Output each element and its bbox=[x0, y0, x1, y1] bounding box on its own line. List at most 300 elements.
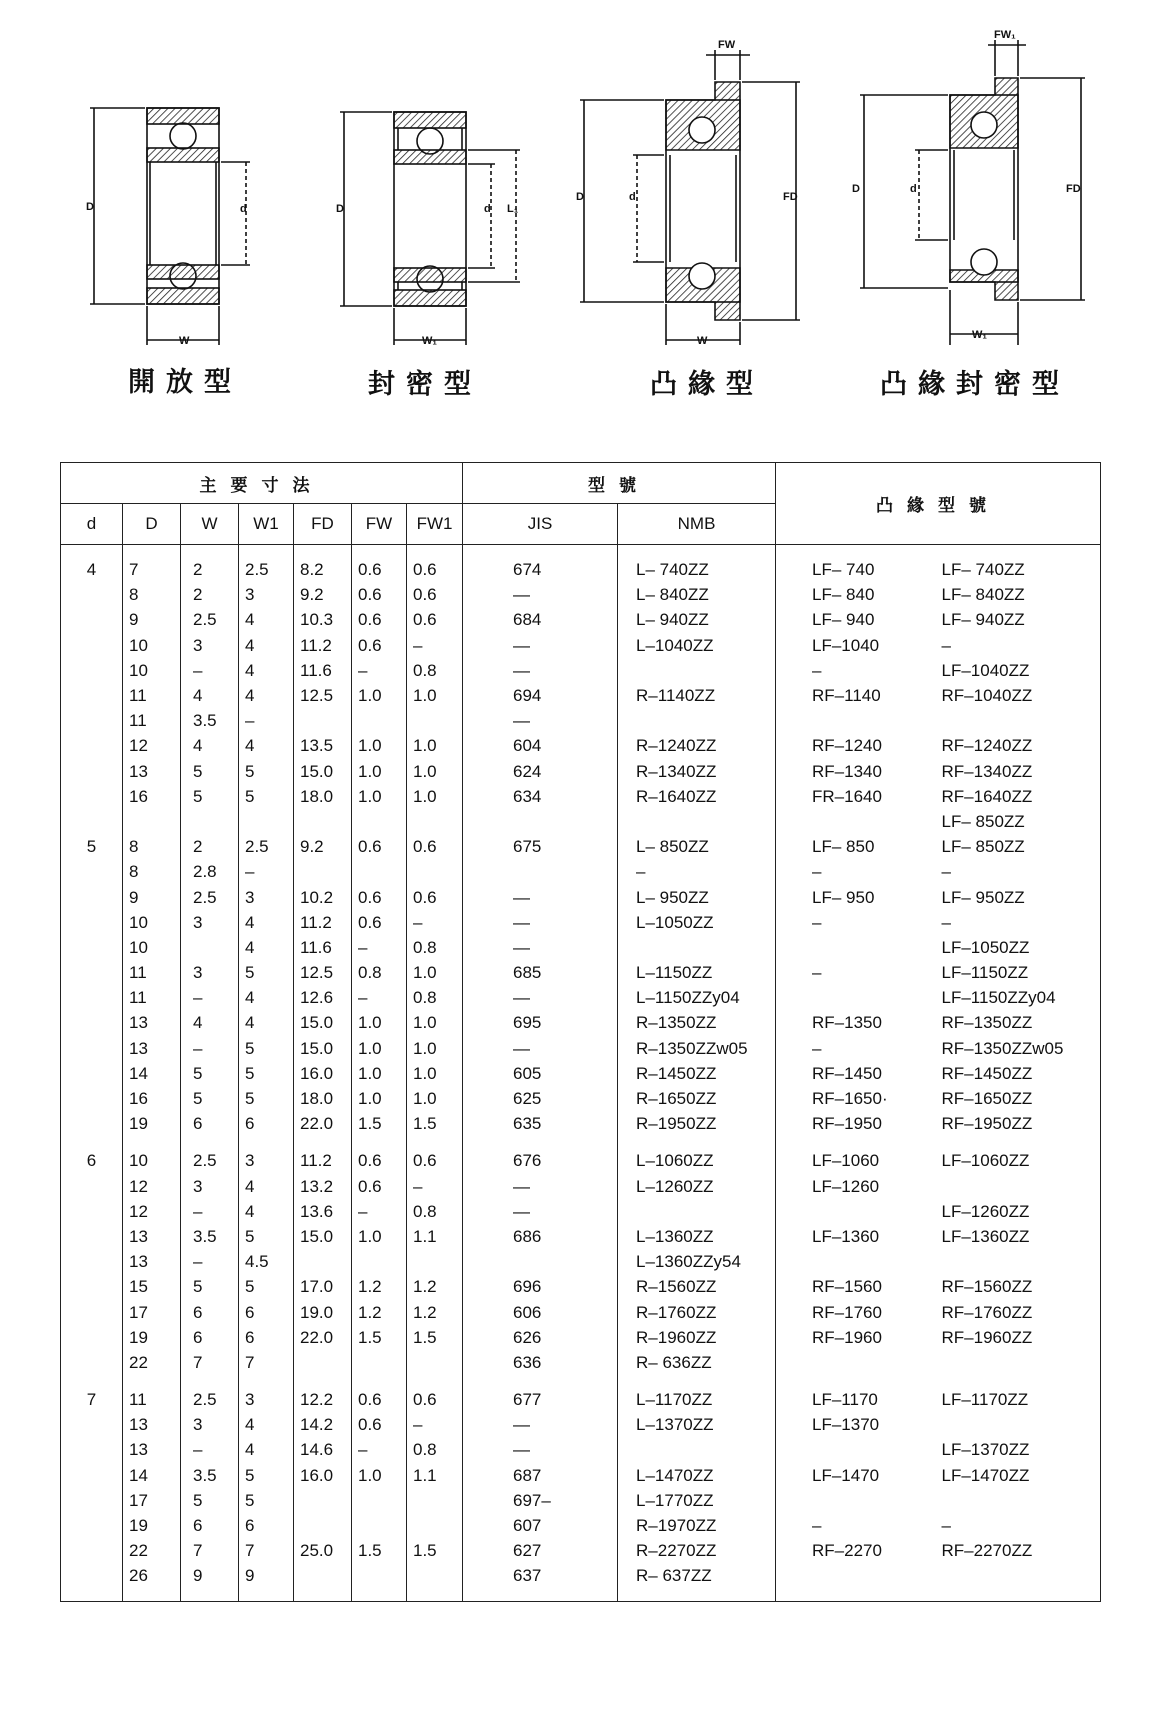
cell-flange-number: RF–1450 bbox=[776, 1061, 930, 1086]
cell-bore-d bbox=[61, 733, 123, 758]
cell-flange-sealed-number: LF– 850ZZ bbox=[930, 834, 1101, 859]
cell-flange-FD: 13.6 bbox=[294, 1199, 352, 1224]
cell-flange-FW1: 1.5 bbox=[407, 1325, 463, 1350]
cell-flange-FW1: 1.0 bbox=[407, 759, 463, 784]
table-row bbox=[61, 1036, 1101, 1061]
cell-width-W: 6 bbox=[181, 1111, 239, 1136]
cell-flange-number: – bbox=[776, 1036, 930, 1061]
cell-flange-number: LF–1260 bbox=[776, 1174, 930, 1199]
cell-jis-number: — bbox=[463, 708, 618, 733]
cell-outer-D: 13 bbox=[123, 1036, 181, 1061]
cell-outer-D: 15 bbox=[123, 1274, 181, 1299]
table-row bbox=[61, 683, 1101, 708]
cell-nmb-number: R–1450ZZ bbox=[618, 1061, 776, 1086]
cell-flange-FD: 19.0 bbox=[294, 1299, 352, 1324]
cell-width-W: 5 bbox=[181, 1274, 239, 1299]
cell-flange-sealed-number: RF–1560ZZ bbox=[930, 1274, 1101, 1299]
table-row bbox=[61, 1350, 1101, 1375]
cell-width-W: 7 bbox=[181, 1350, 239, 1375]
dim-label-D: D bbox=[576, 191, 584, 203]
cell-outer-D: 22 bbox=[123, 1350, 181, 1375]
cell-flange-FW: 0.6 bbox=[352, 910, 407, 935]
cell-flange-sealed-number bbox=[930, 1350, 1101, 1375]
cell-width-W1: 5 bbox=[239, 1086, 294, 1111]
cell-jis-number: — bbox=[463, 1412, 618, 1437]
sealed-type-drawing bbox=[340, 112, 520, 345]
table-row bbox=[61, 1224, 1101, 1249]
cell-flange-FW: 0.6 bbox=[352, 834, 407, 859]
table-row bbox=[61, 1513, 1101, 1538]
cell-flange-sealed-number: LF–1170ZZ bbox=[930, 1387, 1101, 1412]
cell-flange-FW1: 1.0 bbox=[407, 733, 463, 758]
dim-label-d: d bbox=[910, 183, 917, 195]
cell-jis-number: 634 bbox=[463, 784, 618, 809]
cell-flange-FW bbox=[352, 1249, 407, 1274]
cell-nmb-number: L–1260ZZ bbox=[618, 1174, 776, 1199]
cell-flange-FW1 bbox=[407, 859, 463, 884]
cell-flange-FW1: 1.1 bbox=[407, 1224, 463, 1249]
col-header-D: D bbox=[123, 504, 181, 545]
cell-flange-FW: 1.0 bbox=[352, 1010, 407, 1035]
cell-flange-FW bbox=[352, 1350, 407, 1375]
cell-width-W: 2 bbox=[181, 834, 239, 859]
cell-outer-D: 13 bbox=[123, 1412, 181, 1437]
cell-width-W1: 5 bbox=[239, 759, 294, 784]
cell-width-W: – bbox=[181, 985, 239, 1010]
cell-flange-FW: – bbox=[352, 985, 407, 1010]
cell-flange-sealed-number: – bbox=[930, 633, 1101, 658]
cell-nmb-number bbox=[618, 809, 776, 834]
cell-flange-FD: 12.5 bbox=[294, 683, 352, 708]
cell-flange-sealed-number: – bbox=[930, 859, 1101, 884]
cell-flange-FW1: 0.8 bbox=[407, 935, 463, 960]
flange-type-drawing bbox=[580, 50, 800, 345]
cell-nmb-number: R–1760ZZ bbox=[618, 1299, 776, 1324]
cell-flange-FW: 1.0 bbox=[352, 784, 407, 809]
cell-bore-d bbox=[61, 1538, 123, 1563]
cell-flange-FW: 0.6 bbox=[352, 1148, 407, 1173]
cell-flange-sealed-number bbox=[930, 708, 1101, 733]
cell-width-W1: 3 bbox=[239, 884, 294, 909]
cell-flange-FD: 11.6 bbox=[294, 658, 352, 683]
cell-flange-FW: 1.0 bbox=[352, 683, 407, 708]
cell-nmb-number: R–1650ZZ bbox=[618, 1086, 776, 1111]
cell-outer-D: 12 bbox=[123, 1174, 181, 1199]
cell-flange-FW: 1.0 bbox=[352, 733, 407, 758]
cell-bore-d bbox=[61, 1249, 123, 1274]
cell-flange-number: LF– 740 bbox=[776, 557, 930, 582]
cell-nmb-number: R–1560ZZ bbox=[618, 1274, 776, 1299]
cell-width-W bbox=[181, 809, 239, 834]
cell-flange-sealed-number: LF–1060ZZ bbox=[930, 1148, 1101, 1173]
cell-bore-d: 4 bbox=[61, 557, 123, 582]
cell-flange-FW1: – bbox=[407, 1174, 463, 1199]
cell-flange-sealed-number: LF– 740ZZ bbox=[930, 557, 1101, 582]
cell-jis-number: 604 bbox=[463, 733, 618, 758]
cell-flange-sealed-number: RF–1450ZZ bbox=[930, 1061, 1101, 1086]
cell-jis-number: — bbox=[463, 1199, 618, 1224]
cell-flange-FW: 1.0 bbox=[352, 1036, 407, 1061]
cell-bore-d bbox=[61, 1463, 123, 1488]
cell-width-W: 3.5 bbox=[181, 1463, 239, 1488]
cell-flange-sealed-number: RF–1350ZZw05 bbox=[930, 1036, 1101, 1061]
cell-jis-number: 607 bbox=[463, 1513, 618, 1538]
dim-label-D: D bbox=[86, 201, 94, 213]
cell-width-W: 3 bbox=[181, 1174, 239, 1199]
cell-jis-number: — bbox=[463, 633, 618, 658]
table-row bbox=[61, 1199, 1101, 1224]
cell-flange-FW1: 1.0 bbox=[407, 683, 463, 708]
cell-jis-number: 605 bbox=[463, 1061, 618, 1086]
cell-flange-number bbox=[776, 985, 930, 1010]
table-row bbox=[61, 1061, 1101, 1086]
cell-flange-FW: 0.8 bbox=[352, 960, 407, 985]
cell-width-W: 5 bbox=[181, 1061, 239, 1086]
cell-jis-number: 635 bbox=[463, 1111, 618, 1136]
cell-width-W: 6 bbox=[181, 1325, 239, 1350]
spec-table-body bbox=[61, 545, 1101, 1602]
cell-flange-number: RF–1650· bbox=[776, 1086, 930, 1111]
dim-label-D: D bbox=[852, 183, 860, 195]
cell-nmb-number: R–1960ZZ bbox=[618, 1325, 776, 1350]
cell-flange-FW: 1.5 bbox=[352, 1325, 407, 1350]
cell-flange-FD bbox=[294, 708, 352, 733]
cell-flange-number bbox=[776, 1199, 930, 1224]
cell-flange-FW bbox=[352, 809, 407, 834]
flange-type-label: 凸緣型 bbox=[650, 369, 764, 400]
table-row bbox=[61, 1563, 1101, 1588]
cell-flange-FW: – bbox=[352, 1437, 407, 1462]
cell-width-W1: 5 bbox=[239, 1036, 294, 1061]
cell-flange-sealed-number: RF–2270ZZ bbox=[930, 1538, 1101, 1563]
cell-width-W1: 4 bbox=[239, 633, 294, 658]
cell-flange-FD: 15.0 bbox=[294, 759, 352, 784]
table-row bbox=[61, 633, 1101, 658]
cell-flange-FW1: 0.6 bbox=[407, 1148, 463, 1173]
cell-nmb-number bbox=[618, 658, 776, 683]
cell-flange-FW: 1.0 bbox=[352, 1061, 407, 1086]
cell-flange-FD: 11.6 bbox=[294, 935, 352, 960]
cell-flange-FD: 13.5 bbox=[294, 733, 352, 758]
cell-flange-sealed-number: RF–1640ZZ bbox=[930, 784, 1101, 809]
cell-nmb-number: R–1340ZZ bbox=[618, 759, 776, 784]
cell-outer-D: 10 bbox=[123, 658, 181, 683]
cell-flange-sealed-number: LF–1150ZZ bbox=[930, 960, 1101, 985]
cell-flange-FW1: 1.1 bbox=[407, 1463, 463, 1488]
cell-width-W1: 4 bbox=[239, 935, 294, 960]
cell-bore-d bbox=[61, 809, 123, 834]
cell-flange-FW: 1.5 bbox=[352, 1111, 407, 1136]
table-row bbox=[61, 1437, 1101, 1462]
cell-flange-number bbox=[776, 1249, 930, 1274]
cell-flange-number bbox=[776, 1437, 930, 1462]
cell-flange-FW: 1.0 bbox=[352, 759, 407, 784]
cell-jis-number: — bbox=[463, 1437, 618, 1462]
cell-nmb-number bbox=[618, 935, 776, 960]
cell-jis-number: 625 bbox=[463, 1086, 618, 1111]
cell-outer-D: 7 bbox=[123, 557, 181, 582]
cell-flange-FW: 1.0 bbox=[352, 1086, 407, 1111]
cell-flange-FD bbox=[294, 1513, 352, 1538]
cell-flange-FW: 0.6 bbox=[352, 633, 407, 658]
cell-flange-FD: 10.3 bbox=[294, 607, 352, 632]
cell-flange-FW: 0.6 bbox=[352, 1387, 407, 1412]
cell-outer-D bbox=[123, 809, 181, 834]
cell-flange-sealed-number: LF– 940ZZ bbox=[930, 607, 1101, 632]
cell-nmb-number: L–1360ZZy54 bbox=[618, 1249, 776, 1274]
table-row bbox=[61, 985, 1101, 1010]
table-row bbox=[61, 1148, 1101, 1173]
bearing-cross-section-drawings bbox=[0, 0, 1161, 420]
cell-nmb-number bbox=[618, 708, 776, 733]
cell-flange-FW bbox=[352, 859, 407, 884]
cell-flange-FW1: 1.2 bbox=[407, 1299, 463, 1324]
cell-outer-D: 10 bbox=[123, 910, 181, 935]
cell-nmb-number: – bbox=[618, 859, 776, 884]
cell-outer-D: 22 bbox=[123, 1538, 181, 1563]
cell-width-W1: 2.5 bbox=[239, 834, 294, 859]
cell-flange-FW: 0.6 bbox=[352, 1174, 407, 1199]
dim-label-d: d bbox=[484, 203, 491, 215]
cell-flange-FW1: 1.0 bbox=[407, 784, 463, 809]
table-row bbox=[61, 708, 1101, 733]
cell-width-W1: 4 bbox=[239, 1412, 294, 1437]
cell-bore-d bbox=[61, 658, 123, 683]
cell-flange-FW1: 0.6 bbox=[407, 557, 463, 582]
cell-outer-D: 14 bbox=[123, 1463, 181, 1488]
cell-flange-sealed-number: LF– 850ZZ bbox=[930, 809, 1101, 834]
cell-flange-number: RF–1350 bbox=[776, 1010, 930, 1035]
cell-jis-number: 694 bbox=[463, 683, 618, 708]
cell-nmb-number: L–1170ZZ bbox=[618, 1387, 776, 1412]
cell-width-W1: 3 bbox=[239, 582, 294, 607]
cell-width-W: 2 bbox=[181, 557, 239, 582]
cell-nmb-number: R–1140ZZ bbox=[618, 683, 776, 708]
cell-width-W1: 4 bbox=[239, 1437, 294, 1462]
cell-width-W: 5 bbox=[181, 759, 239, 784]
cell-width-W: 2.5 bbox=[181, 884, 239, 909]
cell-bore-d bbox=[61, 960, 123, 985]
cell-jis-number: 686 bbox=[463, 1224, 618, 1249]
cell-flange-number: RF–1960 bbox=[776, 1325, 930, 1350]
cell-bore-d: 6 bbox=[61, 1148, 123, 1173]
cell-nmb-number: L–1770ZZ bbox=[618, 1488, 776, 1513]
table-row bbox=[61, 607, 1101, 632]
open-type-label: 開放型 bbox=[128, 367, 242, 398]
cell-flange-number: LF–1470 bbox=[776, 1463, 930, 1488]
main-dimensions-header: 主要寸法 bbox=[61, 463, 463, 504]
cell-outer-D: 12 bbox=[123, 1199, 181, 1224]
cell-width-W: 2.8 bbox=[181, 859, 239, 884]
cell-flange-sealed-number bbox=[930, 1563, 1101, 1588]
cell-flange-sealed-number: RF–1760ZZ bbox=[930, 1299, 1101, 1324]
cell-outer-D: 19 bbox=[123, 1513, 181, 1538]
cell-flange-FW: 1.2 bbox=[352, 1299, 407, 1324]
cell-nmb-number: R–1240ZZ bbox=[618, 733, 776, 758]
cell-flange-FD: 18.0 bbox=[294, 784, 352, 809]
cell-flange-number: FR–1640 bbox=[776, 784, 930, 809]
cell-nmb-number: L–1150ZZy04 bbox=[618, 985, 776, 1010]
cell-bore-d bbox=[61, 985, 123, 1010]
cell-flange-FW: 0.6 bbox=[352, 1412, 407, 1437]
dim-label-W1: W₁ bbox=[422, 335, 437, 347]
cell-outer-D: 11 bbox=[123, 1387, 181, 1412]
cell-width-W1: 4 bbox=[239, 607, 294, 632]
cell-flange-FD bbox=[294, 859, 352, 884]
cell-flange-number: LF– 940 bbox=[776, 607, 930, 632]
cell-flange-FW1: 1.0 bbox=[407, 960, 463, 985]
cell-flange-FD: 22.0 bbox=[294, 1111, 352, 1136]
cell-flange-sealed-number: RF–1340ZZ bbox=[930, 759, 1101, 784]
cell-width-W1: 4 bbox=[239, 910, 294, 935]
cell-width-W1: 6 bbox=[239, 1299, 294, 1324]
cell-nmb-number: L–1360ZZ bbox=[618, 1224, 776, 1249]
cell-bore-d bbox=[61, 859, 123, 884]
cell-jis-number: 626 bbox=[463, 1325, 618, 1350]
dim-label-d: d bbox=[629, 191, 636, 203]
cell-bore-d bbox=[61, 1036, 123, 1061]
cell-width-W1: 6 bbox=[239, 1513, 294, 1538]
cell-width-W: 6 bbox=[181, 1513, 239, 1538]
cell-bore-d bbox=[61, 633, 123, 658]
cell-flange-number: LF–1040 bbox=[776, 633, 930, 658]
cell-flange-FW1: 0.6 bbox=[407, 884, 463, 909]
model-number-header: 型號 bbox=[463, 463, 776, 504]
cell-flange-FW1: 0.8 bbox=[407, 1437, 463, 1462]
cell-flange-FD bbox=[294, 809, 352, 834]
dim-label-L1: L₁ bbox=[507, 203, 519, 215]
cell-width-W1: 9 bbox=[239, 1563, 294, 1588]
cell-bore-d bbox=[61, 1437, 123, 1462]
cell-width-W1: 4 bbox=[239, 985, 294, 1010]
table-row bbox=[61, 658, 1101, 683]
cell-jis-number: 636 bbox=[463, 1350, 618, 1375]
cell-outer-D: 16 bbox=[123, 784, 181, 809]
cell-flange-FD: 16.0 bbox=[294, 1061, 352, 1086]
cell-jis-number bbox=[463, 1249, 618, 1274]
table-row bbox=[61, 733, 1101, 758]
cell-jis-number: 674 bbox=[463, 557, 618, 582]
cell-width-W: 2.5 bbox=[181, 1148, 239, 1173]
cell-bore-d bbox=[61, 1174, 123, 1199]
cell-flange-number: RF–1340 bbox=[776, 759, 930, 784]
cell-width-W1: 4 bbox=[239, 733, 294, 758]
table-row bbox=[61, 1538, 1101, 1563]
cell-flange-FW1: – bbox=[407, 1412, 463, 1437]
cell-flange-FW1: – bbox=[407, 633, 463, 658]
cell-bore-d bbox=[61, 1274, 123, 1299]
cell-flange-FW1: – bbox=[407, 910, 463, 935]
cell-flange-FW: 0.6 bbox=[352, 582, 407, 607]
cell-outer-D: 17 bbox=[123, 1488, 181, 1513]
cell-flange-sealed-number: LF–1470ZZ bbox=[930, 1463, 1101, 1488]
group-spacer bbox=[61, 1375, 1101, 1387]
cell-flange-FW1: 0.8 bbox=[407, 658, 463, 683]
cell-jis-number: — bbox=[463, 884, 618, 909]
cell-width-W: 3.5 bbox=[181, 1224, 239, 1249]
cell-jis-number: 695 bbox=[463, 1010, 618, 1035]
cell-flange-number: – bbox=[776, 658, 930, 683]
cell-width-W1 bbox=[239, 809, 294, 834]
col-header-JIS: JIS bbox=[463, 504, 618, 545]
cell-width-W: 4 bbox=[181, 683, 239, 708]
cell-width-W1: 4.5 bbox=[239, 1249, 294, 1274]
table-row bbox=[61, 1010, 1101, 1035]
cell-flange-sealed-number: LF–1050ZZ bbox=[930, 935, 1101, 960]
cell-flange-FW1 bbox=[407, 1488, 463, 1513]
cell-nmb-number: R–1970ZZ bbox=[618, 1513, 776, 1538]
cell-outer-D: 8 bbox=[123, 582, 181, 607]
table-row bbox=[61, 582, 1101, 607]
cell-flange-sealed-number: RF–1040ZZ bbox=[930, 683, 1101, 708]
cell-outer-D: 8 bbox=[123, 834, 181, 859]
cell-flange-FW bbox=[352, 1513, 407, 1538]
cell-outer-D: 19 bbox=[123, 1325, 181, 1350]
cell-outer-D: 11 bbox=[123, 960, 181, 985]
cell-outer-D: 16 bbox=[123, 1086, 181, 1111]
cell-flange-sealed-number bbox=[930, 1412, 1101, 1437]
cell-flange-FD: 12.2 bbox=[294, 1387, 352, 1412]
cell-jis-number: 687 bbox=[463, 1463, 618, 1488]
table-row bbox=[61, 1249, 1101, 1274]
cell-bore-d bbox=[61, 1325, 123, 1350]
cell-width-W1: 5 bbox=[239, 1463, 294, 1488]
cell-flange-FW1: 0.6 bbox=[407, 582, 463, 607]
cell-jis-number: 606 bbox=[463, 1299, 618, 1324]
cell-flange-number: – bbox=[776, 1513, 930, 1538]
dim-label-FD: FD bbox=[783, 191, 798, 203]
cell-width-W1: 5 bbox=[239, 1274, 294, 1299]
cell-nmb-number: L–1470ZZ bbox=[618, 1463, 776, 1488]
cell-width-W: 4 bbox=[181, 1010, 239, 1035]
cell-nmb-number: L–1370ZZ bbox=[618, 1412, 776, 1437]
cell-flange-FD: 25.0 bbox=[294, 1538, 352, 1563]
cell-width-W: – bbox=[181, 658, 239, 683]
cell-flange-sealed-number: RF–1240ZZ bbox=[930, 733, 1101, 758]
cell-nmb-number: R–1950ZZ bbox=[618, 1111, 776, 1136]
col-header-W: W bbox=[181, 504, 239, 545]
cell-flange-number: RF–1950 bbox=[776, 1111, 930, 1136]
cell-outer-D: 13 bbox=[123, 1437, 181, 1462]
cell-flange-sealed-number bbox=[930, 1249, 1101, 1274]
cell-width-W: 2.5 bbox=[181, 607, 239, 632]
bearing-diagrams bbox=[0, 0, 1161, 420]
cell-flange-FW1: 1.0 bbox=[407, 1061, 463, 1086]
cell-flange-FW: – bbox=[352, 1199, 407, 1224]
cell-bore-d bbox=[61, 935, 123, 960]
cell-flange-FD: 17.0 bbox=[294, 1274, 352, 1299]
cell-width-W: 4 bbox=[181, 733, 239, 758]
cell-bore-d bbox=[61, 1010, 123, 1035]
cell-outer-D: 26 bbox=[123, 1563, 181, 1588]
cell-flange-FW: 1.5 bbox=[352, 1538, 407, 1563]
cell-width-W1: 5 bbox=[239, 784, 294, 809]
dim-label-FW1: FW₁ bbox=[994, 29, 1016, 41]
cell-flange-FW bbox=[352, 1563, 407, 1588]
cell-flange-number: RF–1140 bbox=[776, 683, 930, 708]
table-row bbox=[61, 859, 1101, 884]
dim-label-FW: FW bbox=[718, 39, 736, 51]
cell-width-W: 3 bbox=[181, 633, 239, 658]
cell-jis-number: 696 bbox=[463, 1274, 618, 1299]
cell-flange-FD: 13.2 bbox=[294, 1174, 352, 1199]
cell-flange-FD: 16.0 bbox=[294, 1463, 352, 1488]
cell-flange-FW1 bbox=[407, 1350, 463, 1375]
cell-width-W1: 5 bbox=[239, 1224, 294, 1249]
cell-flange-FW: 0.6 bbox=[352, 607, 407, 632]
cell-width-W: 5 bbox=[181, 784, 239, 809]
cell-flange-FW1: 1.2 bbox=[407, 1274, 463, 1299]
